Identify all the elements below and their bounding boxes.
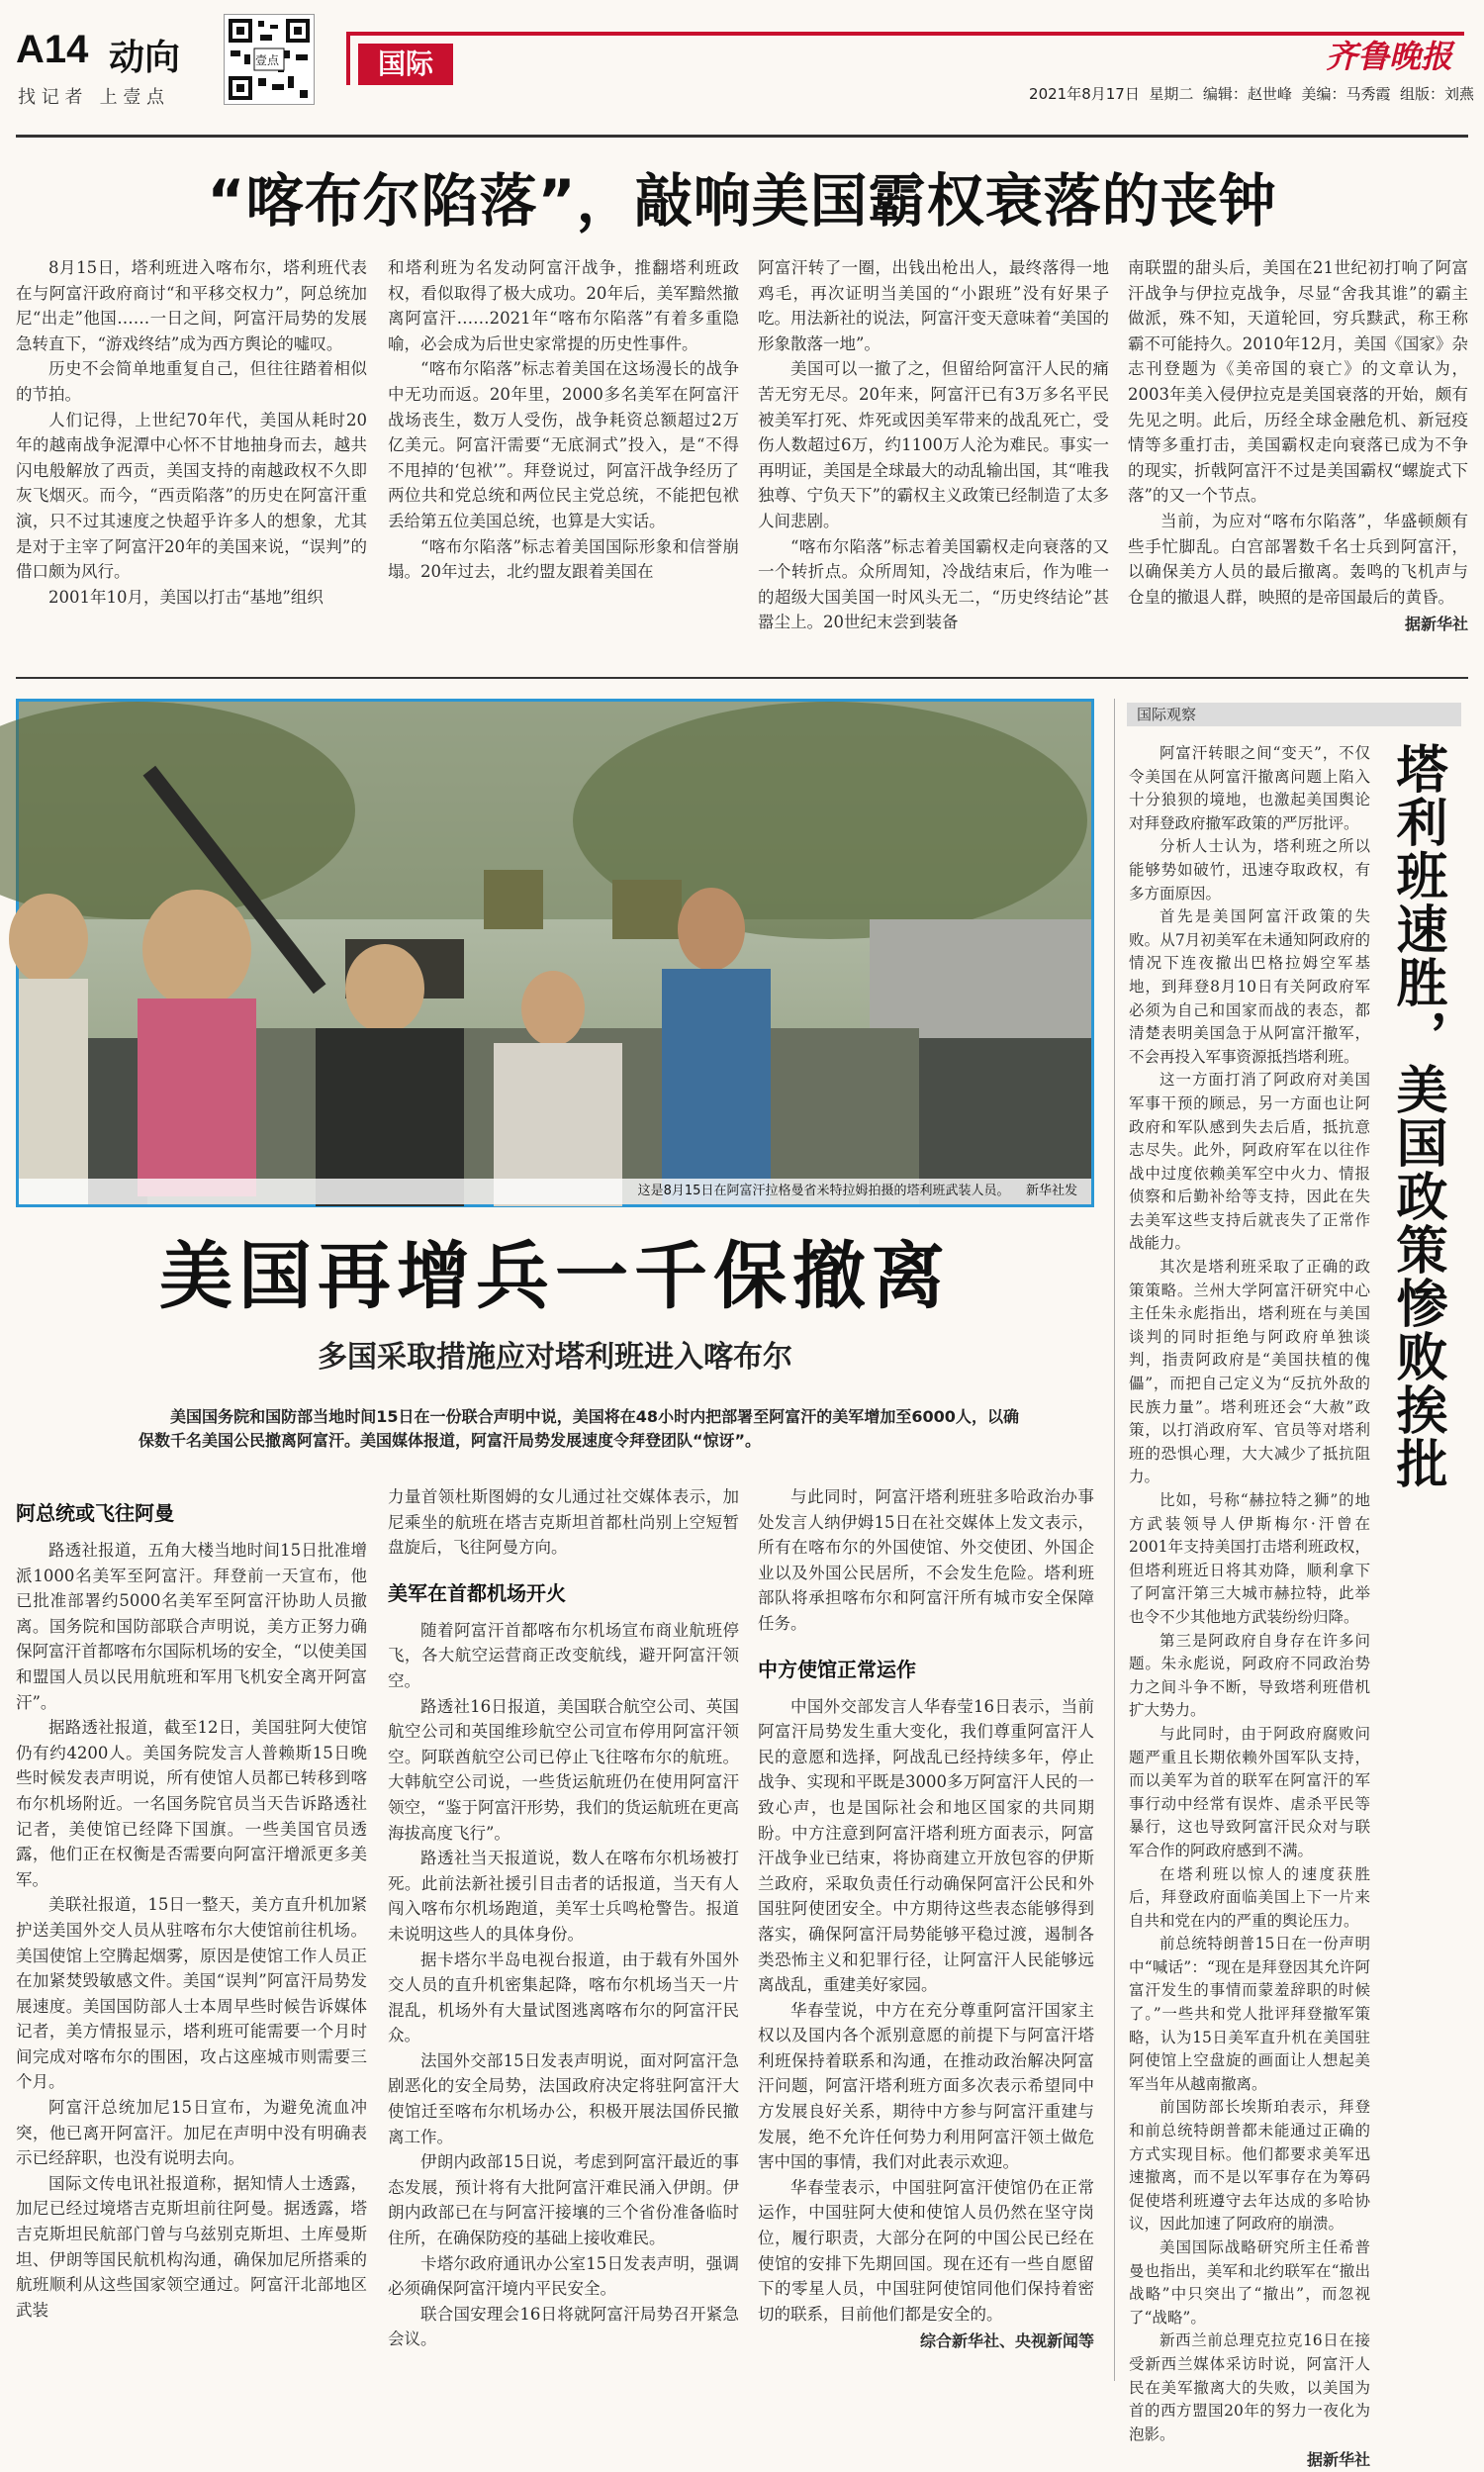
subheading: 中方使馆正常运作 — [758, 1657, 916, 1681]
masthead — [0, 0, 1484, 139]
photo-caption — [19, 1179, 1091, 1204]
subheading: 美军在首都机场开火 — [388, 1580, 566, 1605]
paragraph: 华春莹表示，中国驻阿富汗使馆仍在正常运作，中国驻阿大使和使馆人员仍然在坚守岗位，履行职责，大部分在阿的中国公民已经在使馆的安排下先期回国。现在还有一些自愿留下的零星人员，中国驻阿使馆同他们保持着密切的联系，目前他们都是安全的。 — [758, 2177, 1094, 2324]
paragraph: 联合国安理会16日将就阿富汗局势召开紧急会议。 — [388, 2304, 739, 2349]
subheading: 阿总统或飞往阿曼 — [16, 1501, 174, 1525]
paragraph: 当前，为应对“喀布尔陷落”，华盛顿颇有些手忙脚乱。白宫部署数千名士兵到阿富汗，以确保美方人员的最后撤离。轰鸣的飞机声与仓皇的撤退人群，映照的是帝国最后的黄昏。 — [1128, 511, 1468, 607]
paragraph: 第三是阿政府自身存在许多问题。朱永彪说，阿政府不同政治势力之间斗争不断，导致塔利班借机扩大势力。 — [1129, 1631, 1370, 1720]
paragraph: 华春莹说，中方在充分尊重阿富汗国家主权以及国内各个派别意愿的前提下与阿富汗塔利班保持着联系和沟通，在推动政治解决阿富汗问题，阿富汗塔利班方面多次表示希望同中方发展良好关系，期待中方参与阿富汗重建与发展，绝不允许任何势力利用阿富汗领土做危害中国的事情，我们对此表示欢迎。 — [758, 2000, 1094, 2172]
paragraph: 美国可以一撤了之，但留给阿富汗人民的痛苦无穷无尽。20年来，阿富汗已有3万多名平民被美军打死、炸死或因美军带来的战乱死亡，受伤人数超过6万，约1100万人沦为难民。事实一再明证，美国是全球最大的动乱输出国，其“唯我独尊、宁负天下”的霸权主义政策已经制造了太多人间悲剧。 — [758, 359, 1109, 530]
sidebar-box — [1114, 699, 1468, 2470]
masthead-divider — [16, 135, 1468, 138]
paragraph: 比如，号称“赫拉特之狮”的地方武装领导人伊斯梅尔·汗曾在2001年支持美国打击塔利班政权，但塔利班近日将其劝降，顺利拿下了阿富汗第三大城市赫拉特，此举也令不少其他地方武装纷纷归降。 — [1129, 1491, 1370, 1626]
brand-logo: 齐鲁晚报 — [1326, 38, 1453, 75]
paragraph: 历史不会简单地重复自己，但往往踏着相似的节拍。 — [16, 359, 367, 404]
caption-source: 新华社发 — [1025, 1184, 1077, 1198]
article-credit: 综合新华社、央视新闻等 — [919, 2331, 1094, 2351]
tab-label: 国际 — [358, 44, 453, 85]
masthead-slogan: 找 记 者 上 壹 点 — [18, 87, 165, 108]
main-headline: 美国再增兵一千保撤离 — [159, 1234, 951, 1319]
paragraph: 这一方面打消了阿政府对美国军事干预的顾忌，另一方面也让阿政府和军队感到失去后盾，抵抗意志尽失。此外，阿政府军在以往作战中过度依赖美军空中火力、情报侦察和后勤补给等支持，因此在失去美军这些支持后就丧失了正常作战能力。 — [1129, 1071, 1370, 1253]
sidebar-body — [1129, 742, 1370, 2470]
sidebar-label: 国际观察 — [1137, 706, 1197, 723]
top-article-col-1 — [16, 255, 367, 655]
photo-illustration — [19, 702, 1091, 1204]
paragraph: 与此同时，阿富汗塔利班驻多哈政治办事处发言人纳伊姆15日在社交媒体上发文表示，所有在喀布尔的外国使馆、外交使团、外国企业以及外国公民居所，不会发生危险。塔利班部队将承担喀布尔和阿富汗所有城市安全保障任务。 — [758, 1487, 1094, 1633]
paragraph: 国际文传电讯社报道称，据知情人士透露，加尼已经过境塔吉克斯坦前往阿曼。据透露，塔吉克斯坦民航部门曾与乌兹别克斯坦、土库曼斯坦、伊朗等国民航机构沟通，确保加尼所搭乘的航班顺利从这些国家领空通过。阿富汗北部地区武装 — [16, 2173, 367, 2320]
paragraph: “喀布尔陷落”标志着美国霸权走向衰落的又一个转折点。众所周知，冷战结束后，作为唯一的超级大国美国一时风头无二，“历史终结论”甚嚣尘上。20世纪末尝到装备 — [758, 536, 1109, 632]
qr-label: 壹点 — [255, 53, 280, 67]
sidebar-credit: 据新华社 — [1306, 2450, 1370, 2470]
paragraph: 8月15日，塔利班进入喀布尔，塔利班代表在与阿富汗政府商讨“和平移交权力”，阿总统加尼“出走”他国……一日之间，阿富汗局势的发展急转直下，“游戏终结”成为西方舆论的噓叹。 — [16, 258, 367, 353]
paragraph: 据卡塔尔半岛电视台报道，由于载有外国外交人员的直升机密集起降，喀布尔机场当天一片混乱，机场外有大量试图逃离喀布尔的阿富汗民众。 — [388, 1949, 739, 2045]
paragraph: 首先是美国阿富汗政策的失败。从7月初美军在未通知阿政府的情况下连夜撤出巴格拉姆空军基地，到拜登8月10日有关阿政府军必须为自己和国家而战的表态，都清楚表明美国急于从阿富汗撤军，不会再投入军事资源抵挡塔利班。 — [1129, 907, 1370, 1066]
top-article-col-2 — [388, 255, 739, 655]
sidebar-label-bar — [1127, 703, 1461, 726]
paragraph: 中国外交部发言人华春莹16日表示，当前阿富汗局势发生重大变化，我们尊重阿富汗人民的意愿和选择，阿战乱已经持续多年，停止战争、实现和平既是3000多万阿富汗人民的一致心声，也是国际社会和地区国家的共同期盼。中方注意到阿富汗塔利班方面表示，阿富汗战争业已结束，将协商建立开放包容的伊斯兰政府，采取负责任行动确保阿富汗公民和外国驻阿使团安全。中方期待这些表态能够得到落实，确保阿富汗局势能够平稳过渡，遏制各类恐怖主义和犯罪行径，让阿富汗人民能够远离战乱，重建美好家园。 — [758, 1696, 1094, 1995]
paragraph: 伊朗内政部15日说，考虑到阿富汗最近的事态发展，预计将有大批阿富汗难民涌入伊朗。伊朗内政部已在与阿富汗接壤的三个省份准备临时住所，在确保防疫的基础上接收难民。 — [388, 2152, 739, 2248]
paragraph: 前国防部长埃斯珀表示，拜登和前总统特朗普都未能通过正确的方式实现目标。他们都要求美军迅速撤离，而不是以军事存在为筹码促使塔利班遵守去年达成的多哈协议，因此加速了阿政府的崩溃。 — [1129, 2098, 1370, 2234]
paragraph: 人们记得，上世纪70年代，美国从耗时20年的越南战争泥潭中心怀不甘地抽身而去，越共闪电般解放了西贡，美国支持的南越政权不久即灰飞烟灭。而今，“西贡陷落”的历史在阿富汗重演，只不过其速度之快超乎许多人的想象，尤其是对于主宰了阿富汗20年的美国来说，“误判”的借口颇为风行。 — [16, 410, 367, 582]
top-article-col-4 — [1128, 255, 1468, 655]
page-number: A14 — [16, 28, 89, 71]
paragraph: 阿富汗转了一圈，出钱出枪出人，最终落得一地鸡毛，再次证明当美国的“小跟班”没有好果子吃。用法新社的说法，阿富汗变天意味着“美国的形象散落一地”。 — [758, 258, 1109, 353]
paragraph: 阿富汗总统加尼15日宣布，为避免流血冲突，他已离开阿富汗。加尼在声明中没有明确表示已经辞职，也没有说明去向。 — [16, 2098, 367, 2168]
bottom-article-col-2 — [388, 1484, 739, 2380]
paragraph: 分析人士认为，塔利班之所以能够势如破竹，迅速夺取政权，有多方面原因。 — [1129, 837, 1370, 903]
section-name: 动向 — [109, 38, 181, 78]
paragraph: “喀布尔陷落”标志着美国在这场漫长的战争中无功而返。20年里，2000多名美军在阿富汗战场丧生，数万人受伤，战争耗资总额超过2万亿美元。阿富汗需要“无底洞式”投入，是“不得不甩掉的‘包袱’”。拜登说过，阿富汗战争经历了两位共和党总统和两位民主党总统，不能把包袱丢给第五位美国总统，也算是大实话。 — [388, 359, 739, 530]
top-article-col-3 — [758, 255, 1109, 655]
paragraph: 随着阿富汗首都喀布尔机场宣布商业航班停飞，各大航空运营商正改变航线，避开阿富汗领空。 — [388, 1620, 739, 1690]
lead-paragraph: 美国国务院和国防部当地时间15日在一份联合声明中说，美国将在48小时内把部署至阿富汗的美军增加至6000人，以确保数千名美国公民撤离阿富汗。美国媒体报道，阿富汗局势发展速度令拜登团队“惊讶”。 — [139, 1407, 1019, 1450]
paragraph: 路透社当天报道说，数人在喀布尔机场被打死。此前法新社援引目击者的话报道，当天有人闯入喀布尔机场跑道，美军士兵鸣枪警告。报道未说明这些人的具体身份。 — [388, 1849, 739, 1944]
paragraph: 和塔利班为名发动阿富汗战争，推翻塔利班政权，看似取得了极大成功。20年后，美军黯然撤离阿富汗……2021年“喀布尔陷落”有着多重隐喻，必会成为后世史家常提的历史性事件。 — [388, 258, 739, 353]
date-line: 2021年8月17日 星期二 编辑：赵世峰 美编：马秀霞 组版：刘燕 — [1029, 85, 1474, 103]
section-divider — [16, 677, 1468, 679]
bottom-article-col-1 — [16, 1484, 367, 2380]
paragraph: 阿富汗转眼之间“变天”，不仅令美国在从阿富汗撤离问题上陷入十分狼狈的境地，也激起美国舆论对拜登政府撤军政策的严厉批评。 — [1129, 744, 1370, 832]
article-credit: 据新华社 — [1404, 615, 1468, 634]
paragraph: 其次是塔利班采取了正确的政策策略。兰州大学阿富汗研究中心主任朱永彪指出，塔利班在与美国谈判的同时拒绝与阿政府单独谈判，指责阿政府是“美国扶植的傀儡”，而把自己定义为“反抗外敌的民族力量”。塔利班还会“大赦”政策，以打消政府军、官员等对塔利班的恐惧心理，大大减少了抵抗阻力。 — [1129, 1258, 1370, 1486]
paragraph: 新西兰前总理克拉克16日在接受新西兰媒体采访时说，阿富汗人民在美军撤离大的失败，以美国为首的西方盟国20年的努力一夜化为泡影。 — [1129, 2331, 1370, 2443]
paragraph: 美国国际战略研究所主任希普曼也指出，美军和北约联军在“撤出战略”中只突出了“撤出”，而忽视了“战略”。 — [1129, 2238, 1370, 2327]
sidebar-title: 塔利班速胜，美国政策惨败挨批 — [1387, 742, 1446, 1490]
news-photo[interactable] — [16, 699, 1094, 1207]
paragraph: 南联盟的甜头后，美国在21世纪初打响了阿富汗战争与伊拉克战争，尽显“舍我其谁”的霸主做派，殊不知，天道轮回，穷兵黩武，称王称霸不可能持久。2010年12月，美国《国家》杂志刊登题为《美帝国的衰亡》的文章认为，2003年美入侵伊拉克是美国衰落的开始，颇有先见之明。此后，历经全球金融危机、新冠疫情等多重打击，美国霸权走向衰落已成为不争的现实，折戟阿富汗不过是美国霸权“螺旋式下落”的又一个节点。 — [1128, 258, 1468, 506]
main-subheadline: 多国采取措施应对塔利班进入喀布尔 — [318, 1340, 792, 1375]
top-headline: “喀布尔陷落”，敲响美国霸权衰落的丧钟 — [207, 167, 1277, 235]
red-rule — [465, 32, 1464, 36]
paragraph: 美联社报道，15日一整天，美方直升机加紧护送美国外交人员从驻喀布尔大使馆前往机场。美国使馆上空腾起烟雾，原因是使馆工作人员正在加紧焚毁敏感文件。美国“误判”阿富汗局势发展速度。美国国防部人士本周早些时候告诉媒体记者，美方情报显示，塔利班可能需要一个月时间完成对喀布尔的围困，攻占这座城市则需要三个月。 — [16, 1895, 367, 2092]
paragraph: 与此同时，由于阿政府腐败问题严重且长期依赖外国军队支持，而以美军为首的联军在阿富汗的军事行动中经常有误炸、虐杀平民等暴行，这也导致阿富汗民众对与联军合作的阿政府感到不满。 — [1129, 1724, 1370, 1859]
paragraph: 路透社16日报道，美国联合航空公司、英国航空公司和英国维珍航空公司宣布停用阿富汗领空。阿联酋航空公司已停止飞往喀布尔的航班。大韩航空公司说，一些货运航班仍在使用阿富汗领空，“鉴于阿富汗形势，我们的货运航班在更高海拔高度飞行”。 — [388, 1696, 739, 1843]
caption-text: 这是8月15日在阿富汗拉格曼省米特拉姆拍摄的塔利班武装人员。 — [637, 1184, 1010, 1198]
paragraph: 前总统特朗普15日在一份声明中“喊话”：“现在是拜登因其允许阿富汗发生的事情而蒙羞辞职的时候了。”一些共和党人批评拜登撤军策略，认为15日美军直升机在美国驻阿使馆上空盘旋的画面让人想起美军当年从越南撤离。 — [1129, 1935, 1370, 2093]
paragraph: 卡塔尔政府通讯办公室15日发表声明，强调必须确保阿富汗境内平民安全。 — [388, 2253, 739, 2299]
paragraph: 力量首领杜斯图姆的女儿通过社交媒体表示，加尼乘坐的航班在塔吉克斯坦首都杜尚别上空短暂盘旋后，飞往阿曼方向。 — [388, 1487, 739, 1558]
paragraph: “喀布尔陷落”标志着美国国际形象和信誉崩塌。20年过去，北约盟友跟着美国在 — [388, 536, 739, 582]
paragraph: 路透社报道，五角大楼当地时间15日批准增派1000名美军至阿富汗。拜登前一天宣布，他已批准部署约5000名美军至阿富汗协助人员撤离。国务院和国防部联合声明说，美方正努力确保阿富汗首都喀布尔国际机场的安全，“以使美国和盟国人员以民用航班和军用飞机安全离开阿富汗”。 — [16, 1541, 367, 1712]
paragraph: 法国外交部15日发表声明说，面对阿富汗急剧恶化的安全局势，法国政府决定将驻阿富汗大使馆迁至喀布尔机场办公，积极开展法国侨民撤离工作。 — [388, 2050, 739, 2146]
paragraph: 2001年10月，美国以打击“基地”组织 — [48, 587, 324, 607]
paragraph: 据路透社报道，截至12日，美国驻阿大使馆仍有约4200人。美国务院发言人普赖斯15日晚些时候发表声明说，所有使馆人员都已转移到喀布尔机场附近。一名国务院官员当天告诉路透社记者，美使馆已经降下国旗。一些美国官员透露，他们正在权衡是否需要向阿富汗增派更多美军。 — [16, 1718, 367, 1889]
section-tab[interactable] — [346, 32, 465, 85]
paragraph: 在塔利班以惊人的速度获胜后，拜登政府面临美国上下一片来自共和党在内的严重的舆论压力。 — [1129, 1864, 1370, 1930]
bottom-article-col-3 — [758, 1484, 1094, 2380]
